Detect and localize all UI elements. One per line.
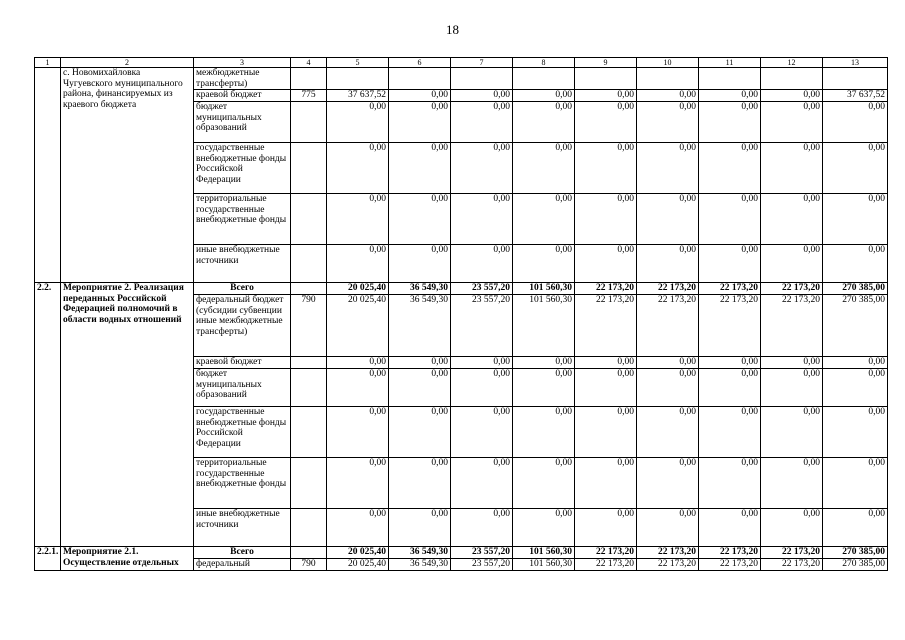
value-cell: 36 549,30 [389,547,451,559]
column-header: 8 [513,58,575,68]
funding-source: краевой бюджет [194,357,291,369]
value-cell [513,68,575,90]
value-cell: 270 385,00 [823,283,888,295]
value-cell: 0,00 [451,369,513,407]
value-cell: 0,00 [761,90,823,102]
value-cell: 22 173,20 [761,559,823,571]
value-cell [761,68,823,90]
value-cell: 0,00 [451,509,513,547]
funding-source: краевой бюджет [194,90,291,102]
value-cell: 0,00 [327,143,389,194]
value-cell: 0,00 [389,407,451,458]
value-cell: 0,00 [823,194,888,245]
value-cell: 0,00 [699,245,761,283]
value-cell: 0,00 [389,194,451,245]
funding-source: иные внебюджетные источники [194,245,291,283]
value-cell: 0,00 [451,143,513,194]
value-cell: 0,00 [637,458,699,509]
value-cell: 36 549,30 [389,283,451,295]
value-cell: 22 173,20 [637,559,699,571]
value-cell [389,68,451,90]
value-cell: 0,00 [451,194,513,245]
value-cell: 0,00 [761,245,823,283]
value-cell: 0,00 [823,245,888,283]
value-cell: 20 025,40 [327,547,389,559]
funding-source: территориальные государственные внебюджетные фонды [194,194,291,245]
code-cell [291,458,327,509]
value-cell: 0,00 [513,407,575,458]
value-cell [451,68,513,90]
value-cell: 0,00 [637,90,699,102]
total-row [35,547,888,559]
funding-source: государственные внебюджетные фонды Российской Федерации [194,407,291,458]
total-row [35,283,888,295]
value-cell: 0,00 [699,509,761,547]
funding-source: межбюджетные трансферты) [194,68,291,90]
value-cell: 20 025,40 [327,559,389,571]
value-cell: 0,00 [513,102,575,143]
value-cell: 23 557,20 [451,547,513,559]
value-cell: 0,00 [761,357,823,369]
code-cell [291,283,327,295]
value-cell: 22 173,20 [637,283,699,295]
total-label: Всего [194,283,291,295]
value-cell: 0,00 [451,90,513,102]
value-cell: 0,00 [513,369,575,407]
value-cell: 0,00 [699,143,761,194]
value-cell: 0,00 [575,143,637,194]
column-header: 4 [291,58,327,68]
value-cell: 0,00 [451,407,513,458]
code-cell: 790 [291,295,327,357]
value-cell: 0,00 [451,458,513,509]
value-cell: 0,00 [823,369,888,407]
value-cell: 0,00 [699,407,761,458]
value-cell: 20 025,40 [327,283,389,295]
budget-table [34,57,888,571]
value-cell: 0,00 [389,509,451,547]
value-cell: 0,00 [637,509,699,547]
value-cell: 0,00 [761,509,823,547]
value-cell: 0,00 [575,194,637,245]
value-cell: 22 173,20 [699,547,761,559]
value-cell: 23 557,20 [451,283,513,295]
value-cell: 101 560,30 [513,547,575,559]
funding-source: федеральный бюджет (субсидии субвенции иные межбюджетные трансферты) [194,295,291,357]
value-cell [637,68,699,90]
value-cell: 0,00 [823,102,888,143]
page-number: 18 [446,22,459,37]
funding-source: бюджет муниципальных образований [194,102,291,143]
value-cell: 0,00 [761,369,823,407]
header-row [35,58,888,68]
value-cell: 0,00 [327,102,389,143]
measure-name: с. Новомихайловка Чугуевского муниципального района, финансируемых из краевого бюджета [61,68,194,283]
value-cell: 0,00 [823,143,888,194]
value-cell: 0,00 [389,369,451,407]
value-cell: 0,00 [637,194,699,245]
value-cell: 0,00 [699,102,761,143]
value-cell: 0,00 [761,458,823,509]
value-cell: 22 173,20 [699,283,761,295]
value-cell: 0,00 [637,407,699,458]
value-cell: 0,00 [575,357,637,369]
value-cell: 0,00 [575,90,637,102]
value-cell: 22 173,20 [575,283,637,295]
value-cell: 0,00 [699,458,761,509]
funding-source: иные внебюджетные источники [194,509,291,547]
value-cell: 0,00 [699,90,761,102]
value-cell: 0,00 [823,407,888,458]
value-cell: 0,00 [823,458,888,509]
code-cell [291,245,327,283]
row-number: 2.2. [35,283,61,547]
value-cell: 0,00 [761,194,823,245]
value-cell: 22 173,20 [699,559,761,571]
column-header: 2 [61,58,194,68]
total-label: Всего [194,547,291,559]
value-cell: 0,00 [389,90,451,102]
value-cell: 0,00 [327,407,389,458]
value-cell: 22 173,20 [637,295,699,357]
value-cell: 0,00 [699,369,761,407]
value-cell: 0,00 [575,102,637,143]
value-cell: 0,00 [389,357,451,369]
value-cell: 0,00 [389,245,451,283]
value-cell: 20 025,40 [327,295,389,357]
value-cell: 0,00 [389,143,451,194]
value-cell: 0,00 [761,407,823,458]
value-cell: 270 385,00 [823,559,888,571]
funding-source: территориальные государственные внебюджетные фонды [194,458,291,509]
value-cell: 0,00 [451,245,513,283]
value-cell: 101 560,30 [513,283,575,295]
measure-name: Мероприятие 2.1. Осуществление отдельных [61,547,194,571]
column-header: 11 [699,58,761,68]
value-cell: 22 173,20 [637,547,699,559]
value-cell [575,68,637,90]
value-cell: 101 560,30 [513,295,575,357]
value-cell: 270 385,00 [823,295,888,357]
value-cell: 0,00 [637,143,699,194]
value-cell: 23 557,20 [451,295,513,357]
value-cell: 0,00 [327,458,389,509]
value-cell: 0,00 [637,245,699,283]
column-header: 6 [389,58,451,68]
code-cell [291,547,327,559]
table-row [35,68,888,90]
value-cell: 22 173,20 [761,547,823,559]
value-cell: 0,00 [327,357,389,369]
measure-name: Мероприятие 2. Реализация переданных Российской Федерацией полномочий в области водных отношений [61,283,194,547]
value-cell: 0,00 [699,194,761,245]
value-cell: 0,00 [699,357,761,369]
value-cell: 22 173,20 [575,295,637,357]
column-header: 5 [327,58,389,68]
value-cell: 0,00 [513,194,575,245]
value-cell: 0,00 [637,369,699,407]
value-cell [327,68,389,90]
value-cell: 0,00 [513,458,575,509]
table-body [35,58,888,571]
code-cell [291,143,327,194]
row-number: 2.2.1. [35,547,61,571]
row-number [35,68,61,283]
value-cell: 0,00 [823,509,888,547]
value-cell: 0,00 [451,357,513,369]
value-cell: 0,00 [389,102,451,143]
value-cell: 0,00 [761,102,823,143]
value-cell: 36 549,30 [389,295,451,357]
value-cell: 0,00 [389,458,451,509]
value-cell: 22 173,20 [699,295,761,357]
value-cell: 0,00 [513,509,575,547]
value-cell: 22 173,20 [575,547,637,559]
column-header: 1 [35,58,61,68]
value-cell: 37 637,52 [327,90,389,102]
funding-source: федеральный [194,559,291,571]
value-cell: 0,00 [575,407,637,458]
value-cell: 37 637,52 [823,90,888,102]
column-header: 3 [194,58,291,68]
code-cell [291,194,327,245]
value-cell: 0,00 [513,245,575,283]
code-cell [291,369,327,407]
funding-source: государственные внебюджетные фонды Российской Федерации [194,143,291,194]
value-cell: 0,00 [823,357,888,369]
code-cell [291,407,327,458]
value-cell [699,68,761,90]
value-cell: 0,00 [513,143,575,194]
value-cell: 270 385,00 [823,547,888,559]
value-cell: 23 557,20 [451,559,513,571]
value-cell: 0,00 [575,369,637,407]
code-cell: 775 [291,90,327,102]
value-cell: 36 549,30 [389,559,451,571]
value-cell: 0,00 [513,90,575,102]
column-header: 12 [761,58,823,68]
value-cell: 0,00 [327,194,389,245]
code-cell [291,509,327,547]
value-cell: 0,00 [327,369,389,407]
funding-source: бюджет муниципальных образований [194,369,291,407]
column-header: 9 [575,58,637,68]
column-header: 13 [823,58,888,68]
code-cell [291,68,327,90]
value-cell: 22 173,20 [575,559,637,571]
value-cell: 0,00 [637,357,699,369]
value-cell: 0,00 [327,245,389,283]
value-cell: 0,00 [575,509,637,547]
value-cell: 22 173,20 [761,295,823,357]
code-cell [291,357,327,369]
value-cell [823,68,888,90]
code-cell: 790 [291,559,327,571]
value-cell: 101 560,30 [513,559,575,571]
column-header: 10 [637,58,699,68]
code-cell [291,102,327,143]
value-cell: 0,00 [451,102,513,143]
value-cell: 0,00 [761,143,823,194]
column-header: 7 [451,58,513,68]
value-cell: 0,00 [513,357,575,369]
value-cell: 0,00 [575,458,637,509]
value-cell: 0,00 [327,509,389,547]
value-cell: 0,00 [575,245,637,283]
value-cell: 0,00 [637,102,699,143]
value-cell: 22 173,20 [761,283,823,295]
